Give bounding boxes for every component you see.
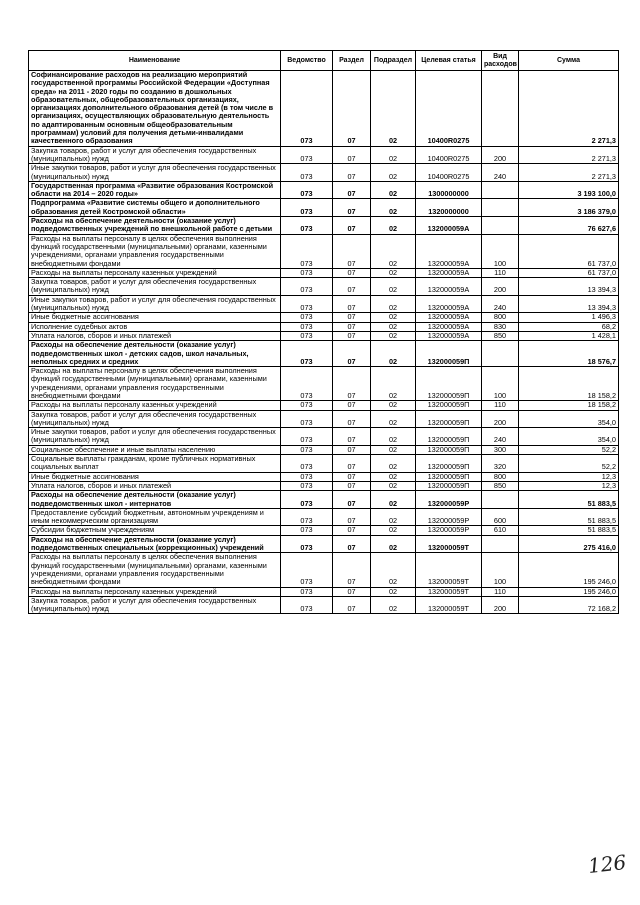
cell-sum: 12,3 — [519, 472, 619, 481]
cell-dept: 073 — [281, 526, 333, 535]
cell-sub: 02 — [371, 313, 416, 322]
cell-sum: 13 394,3 — [519, 295, 619, 313]
cell-sec: 07 — [333, 217, 371, 235]
cell-sec: 07 — [333, 268, 371, 277]
cell-dept: 073 — [281, 587, 333, 596]
table-row — [29, 322, 619, 331]
cell-vr: 850 — [482, 481, 519, 490]
header-exptype: Вид расходов — [482, 51, 519, 71]
cell-sec: 07 — [333, 508, 371, 526]
table-row — [29, 410, 619, 428]
cell-name: Закупка товаров, работ и услуг для обеспечения государственных (муниципальных) нужд — [29, 410, 281, 428]
cell-sum: 2 271,3 — [519, 146, 619, 164]
header-row — [29, 51, 619, 71]
cell-sub: 02 — [371, 199, 416, 217]
cell-vr: 600 — [482, 508, 519, 526]
cell-sub: 02 — [371, 278, 416, 296]
cell-sub: 02 — [371, 491, 416, 509]
cell-vr: 240 — [482, 164, 519, 182]
cell-sec: 07 — [333, 71, 371, 147]
table-row — [29, 181, 619, 199]
cell-name: Иные закупки товаров, работ и услуг для обеспечения государственных (муниципальных) нужд — [29, 295, 281, 313]
cell-target: 132000059Р — [416, 508, 482, 526]
cell-sum: 13 394,3 — [519, 278, 619, 296]
table-row — [29, 526, 619, 535]
cell-sec: 07 — [333, 445, 371, 454]
cell-sum: 1 496,3 — [519, 313, 619, 322]
cell-dept: 073 — [281, 331, 333, 340]
cell-name: Иные закупки товаров, работ и услуг для обеспечения государственных (муниципальных) нужд — [29, 164, 281, 182]
cell-dept: 073 — [281, 181, 333, 199]
cell-target: 132000059П — [416, 428, 482, 446]
table-row — [29, 278, 619, 296]
cell-sub: 02 — [371, 331, 416, 340]
cell-name: Уплата налогов, сборов и иных платежей — [29, 481, 281, 490]
header-name: Наименование — [29, 51, 281, 71]
cell-sec: 07 — [333, 199, 371, 217]
cell-name: Уплата налогов, сборов и иных платежей — [29, 331, 281, 340]
cell-sub: 02 — [371, 481, 416, 490]
cell-name: Расходы на выплаты персоналу в целях обеспечения выполнения функций государственными (муниципальными) органами, казенными учреждениями, органами управления государственными внебюджетными фондами — [29, 367, 281, 401]
cell-sec: 07 — [333, 341, 371, 367]
header-dept: Ведомство — [281, 51, 333, 71]
cell-vr: 110 — [482, 401, 519, 410]
cell-name: Расходы на обеспечение деятельности (оказание услуг) подведомственных школ - интернатов — [29, 491, 281, 509]
table-row — [29, 472, 619, 481]
cell-dept: 073 — [281, 455, 333, 473]
header-sum: Сумма — [519, 51, 619, 71]
cell-sec: 07 — [333, 596, 371, 614]
table-row — [29, 146, 619, 164]
cell-target: 132000059П — [416, 455, 482, 473]
cell-name: Иные бюджетные ассигнования — [29, 472, 281, 481]
cell-dept: 073 — [281, 341, 333, 367]
cell-dept: 073 — [281, 472, 333, 481]
table-row — [29, 455, 619, 473]
table-row — [29, 367, 619, 401]
cell-sum: 51 883,5 — [519, 491, 619, 509]
cell-target: 132000059П — [416, 367, 482, 401]
table-row — [29, 587, 619, 596]
cell-sec: 07 — [333, 410, 371, 428]
cell-sub: 02 — [371, 181, 416, 199]
cell-sub: 02 — [371, 535, 416, 553]
table-row — [29, 491, 619, 509]
table-row — [29, 295, 619, 313]
cell-sub: 02 — [371, 341, 416, 367]
cell-sec: 07 — [333, 472, 371, 481]
cell-sum: 51 883,5 — [519, 526, 619, 535]
cell-sec: 07 — [333, 526, 371, 535]
cell-sec: 07 — [333, 481, 371, 490]
cell-vr — [482, 341, 519, 367]
table-row — [29, 71, 619, 147]
cell-sum: 275 416,0 — [519, 535, 619, 553]
cell-sub: 02 — [371, 526, 416, 535]
cell-target: 132000059А — [416, 268, 482, 277]
cell-vr: 800 — [482, 472, 519, 481]
cell-vr — [482, 217, 519, 235]
cell-target: 132000059Т — [416, 587, 482, 596]
cell-sec: 07 — [333, 331, 371, 340]
cell-dept: 073 — [281, 535, 333, 553]
cell-target: 132000059А — [416, 234, 482, 268]
cell-target: 132000059А — [416, 217, 482, 235]
cell-name: Социальные выплаты гражданам, кроме публичных нормативных социальных выплат — [29, 455, 281, 473]
cell-sum: 1 428,1 — [519, 331, 619, 340]
cell-name: Расходы на выплаты персоналу казенных учреждений — [29, 587, 281, 596]
cell-name: Расходы на выплаты персоналу в целях обеспечения выполнения функций государственными (муниципальными) органами, казенными учреждениями, органами управления государственными внебюджетными фондами — [29, 553, 281, 587]
cell-sec: 07 — [333, 455, 371, 473]
cell-target: 132000059А — [416, 313, 482, 322]
cell-vr: 240 — [482, 428, 519, 446]
cell-dept: 073 — [281, 322, 333, 331]
cell-sub: 02 — [371, 367, 416, 401]
cell-name: Закупка товаров, работ и услуг для обеспечения государственных (муниципальных) нужд — [29, 278, 281, 296]
cell-vr: 110 — [482, 587, 519, 596]
cell-name: Субсидии бюджетным учреждениям — [29, 526, 281, 535]
table-row — [29, 268, 619, 277]
cell-target: 132000059П — [416, 445, 482, 454]
cell-vr — [482, 491, 519, 509]
cell-target: 10400R0275 — [416, 164, 482, 182]
cell-sec: 07 — [333, 278, 371, 296]
table-body — [29, 71, 619, 614]
cell-sub: 02 — [371, 445, 416, 454]
cell-target: 132000059Т — [416, 596, 482, 614]
cell-dept: 073 — [281, 217, 333, 235]
table-row — [29, 401, 619, 410]
cell-dept: 073 — [281, 553, 333, 587]
cell-sec: 07 — [333, 367, 371, 401]
cell-dept: 073 — [281, 234, 333, 268]
cell-sec: 07 — [333, 164, 371, 182]
cell-dept: 073 — [281, 410, 333, 428]
cell-sum: 195 246,0 — [519, 553, 619, 587]
budget-table — [28, 50, 619, 614]
cell-dept: 073 — [281, 428, 333, 446]
cell-sec: 07 — [333, 553, 371, 587]
cell-vr: 320 — [482, 455, 519, 473]
cell-sum: 51 883,5 — [519, 508, 619, 526]
cell-target: 132000059А — [416, 278, 482, 296]
cell-sub: 02 — [371, 455, 416, 473]
cell-sec: 07 — [333, 491, 371, 509]
cell-name: Закупка товаров, работ и услуг для обеспечения государственных (муниципальных) нужд — [29, 146, 281, 164]
table-row — [29, 445, 619, 454]
cell-dept: 073 — [281, 295, 333, 313]
cell-name: Софинансирование расходов на реализацию мероприятий государственной программы Российской Федерации «Доступная среда» на 2011 - 2020 годы по созданию в дошкольных образовательных, общеобразовательных организациях, организациях дополнительного образования детей (в том числе в организациях, осуществляющих образовательную деятельность по адаптированным основным общеобразовательным программам) условий для получения детьми-инвалидами качественного образования — [29, 71, 281, 147]
table-row — [29, 535, 619, 553]
cell-sum: 18 576,7 — [519, 341, 619, 367]
cell-sub: 02 — [371, 587, 416, 596]
cell-vr — [482, 71, 519, 147]
cell-sub: 02 — [371, 164, 416, 182]
cell-name: Расходы на обеспечение деятельности (оказание услуг) подведомственных школ - детских садов, школ начальных, неполных средних и средних — [29, 341, 281, 367]
cell-vr: 110 — [482, 268, 519, 277]
cell-sub: 02 — [371, 146, 416, 164]
cell-vr: 240 — [482, 295, 519, 313]
cell-sub: 02 — [371, 553, 416, 587]
cell-sum: 354,0 — [519, 410, 619, 428]
cell-name: Предоставление субсидий бюджетным, автономным учреждениям и иным некоммерческим организациям — [29, 508, 281, 526]
cell-target: 132000059П — [416, 401, 482, 410]
cell-sub: 02 — [371, 596, 416, 614]
cell-sum: 354,0 — [519, 428, 619, 446]
cell-sec: 07 — [333, 313, 371, 322]
cell-vr: 100 — [482, 367, 519, 401]
cell-name: Исполнение судебных актов — [29, 322, 281, 331]
cell-name: Иные бюджетные ассигнования — [29, 313, 281, 322]
cell-vr — [482, 535, 519, 553]
cell-dept: 073 — [281, 268, 333, 277]
header-subsection: Подраздел — [371, 51, 416, 71]
table-row — [29, 234, 619, 268]
table-row — [29, 341, 619, 367]
cell-dept: 073 — [281, 146, 333, 164]
table-row — [29, 331, 619, 340]
cell-dept: 073 — [281, 445, 333, 454]
cell-vr — [482, 181, 519, 199]
table-row — [29, 553, 619, 587]
cell-dept: 073 — [281, 596, 333, 614]
cell-sub: 02 — [371, 71, 416, 147]
cell-target: 132000059Р — [416, 491, 482, 509]
cell-target: 132000059П — [416, 481, 482, 490]
cell-sum: 3 193 100,0 — [519, 181, 619, 199]
cell-vr: 200 — [482, 278, 519, 296]
header-target: Целевая статья — [416, 51, 482, 71]
cell-sum: 52,2 — [519, 445, 619, 454]
cell-name: Расходы на выплаты персоналу казенных учреждений — [29, 268, 281, 277]
cell-target: 132000059Т — [416, 553, 482, 587]
cell-vr: 830 — [482, 322, 519, 331]
cell-dept: 073 — [281, 401, 333, 410]
cell-dept: 073 — [281, 367, 333, 401]
cell-sum: 195 246,0 — [519, 587, 619, 596]
cell-name: Социальное обеспечение и иные выплаты населению — [29, 445, 281, 454]
cell-vr: 100 — [482, 234, 519, 268]
cell-vr: 100 — [482, 553, 519, 587]
cell-target: 10400R0275 — [416, 146, 482, 164]
cell-vr: 200 — [482, 146, 519, 164]
cell-vr: 200 — [482, 410, 519, 428]
header-section: Раздел — [333, 51, 371, 71]
cell-sec: 07 — [333, 295, 371, 313]
cell-sum: 72 168,2 — [519, 596, 619, 614]
cell-sum: 2 271,3 — [519, 164, 619, 182]
cell-target: 132000059П — [416, 472, 482, 481]
cell-dept: 073 — [281, 491, 333, 509]
table-row — [29, 596, 619, 614]
cell-name: Иные закупки товаров, работ и услуг для обеспечения государственных (муниципальных) нужд — [29, 428, 281, 446]
cell-name: Расходы на выплаты персоналу казенных учреждений — [29, 401, 281, 410]
cell-dept: 073 — [281, 199, 333, 217]
cell-sum: 61 737,0 — [519, 268, 619, 277]
cell-dept: 073 — [281, 481, 333, 490]
cell-sum: 3 186 379,0 — [519, 199, 619, 217]
cell-sum: 76 627,6 — [519, 217, 619, 235]
cell-target: 132000059А — [416, 331, 482, 340]
page-number: 126 — [586, 850, 628, 878]
cell-sum: 18 158,2 — [519, 367, 619, 401]
table-row — [29, 217, 619, 235]
cell-vr — [482, 199, 519, 217]
cell-dept: 073 — [281, 508, 333, 526]
cell-target: 132000059А — [416, 295, 482, 313]
cell-sec: 07 — [333, 428, 371, 446]
cell-sub: 02 — [371, 268, 416, 277]
cell-target: 132000059П — [416, 410, 482, 428]
cell-sum: 2 271,3 — [519, 71, 619, 147]
table-row — [29, 313, 619, 322]
cell-sec: 07 — [333, 322, 371, 331]
cell-sub: 02 — [371, 401, 416, 410]
cell-sum: 18 158,2 — [519, 401, 619, 410]
cell-sub: 02 — [371, 472, 416, 481]
cell-sub: 02 — [371, 428, 416, 446]
cell-sec: 07 — [333, 535, 371, 553]
cell-target: 10400R0275 — [416, 71, 482, 147]
cell-target: 132000059А — [416, 322, 482, 331]
table-row — [29, 481, 619, 490]
cell-name: Расходы на выплаты персоналу в целях обеспечения выполнения функций государственными (муниципальными) органами, казенными учреждениями, органами управления государственными внебюджетными фондами — [29, 234, 281, 268]
cell-vr: 200 — [482, 596, 519, 614]
cell-target: 132000059Р — [416, 526, 482, 535]
cell-dept: 073 — [281, 71, 333, 147]
cell-vr: 300 — [482, 445, 519, 454]
cell-sum: 12,3 — [519, 481, 619, 490]
cell-name: Расходы на обеспечение деятельности (оказание услуг) подведомственных учреждений по внешкольной работе с детьми — [29, 217, 281, 235]
cell-vr: 850 — [482, 331, 519, 340]
table-row — [29, 164, 619, 182]
cell-sec: 07 — [333, 146, 371, 164]
cell-target: 1320000000 — [416, 199, 482, 217]
cell-sec: 07 — [333, 234, 371, 268]
cell-target: 132000059П — [416, 341, 482, 367]
cell-dept: 073 — [281, 164, 333, 182]
table-row — [29, 428, 619, 446]
table-row — [29, 508, 619, 526]
cell-dept: 073 — [281, 278, 333, 296]
cell-sub: 02 — [371, 217, 416, 235]
cell-sec: 07 — [333, 587, 371, 596]
cell-sub: 02 — [371, 234, 416, 268]
cell-target: 1300000000 — [416, 181, 482, 199]
cell-sec: 07 — [333, 181, 371, 199]
cell-sum: 61 737,0 — [519, 234, 619, 268]
cell-name: Расходы на обеспечение деятельности (оказание услуг) подведомственных специальных (коррекционных) учреждений — [29, 535, 281, 553]
cell-name: Закупка товаров, работ и услуг для обеспечения государственных (муниципальных) нужд — [29, 596, 281, 614]
table-row — [29, 199, 619, 217]
cell-sub: 02 — [371, 508, 416, 526]
cell-sub: 02 — [371, 410, 416, 428]
cell-name: Подпрограмма «Развитие системы общего и дополнительного образования детей Костромской области» — [29, 199, 281, 217]
cell-sub: 02 — [371, 322, 416, 331]
cell-sum: 52,2 — [519, 455, 619, 473]
cell-dept: 073 — [281, 313, 333, 322]
cell-vr: 610 — [482, 526, 519, 535]
cell-name: Государственная программа «Развитие образования Костромской области на 2014 – 2020 годы» — [29, 181, 281, 199]
cell-sec: 07 — [333, 401, 371, 410]
cell-sub: 02 — [371, 295, 416, 313]
cell-sum: 68,2 — [519, 322, 619, 331]
cell-vr: 800 — [482, 313, 519, 322]
cell-target: 132000059Т — [416, 535, 482, 553]
